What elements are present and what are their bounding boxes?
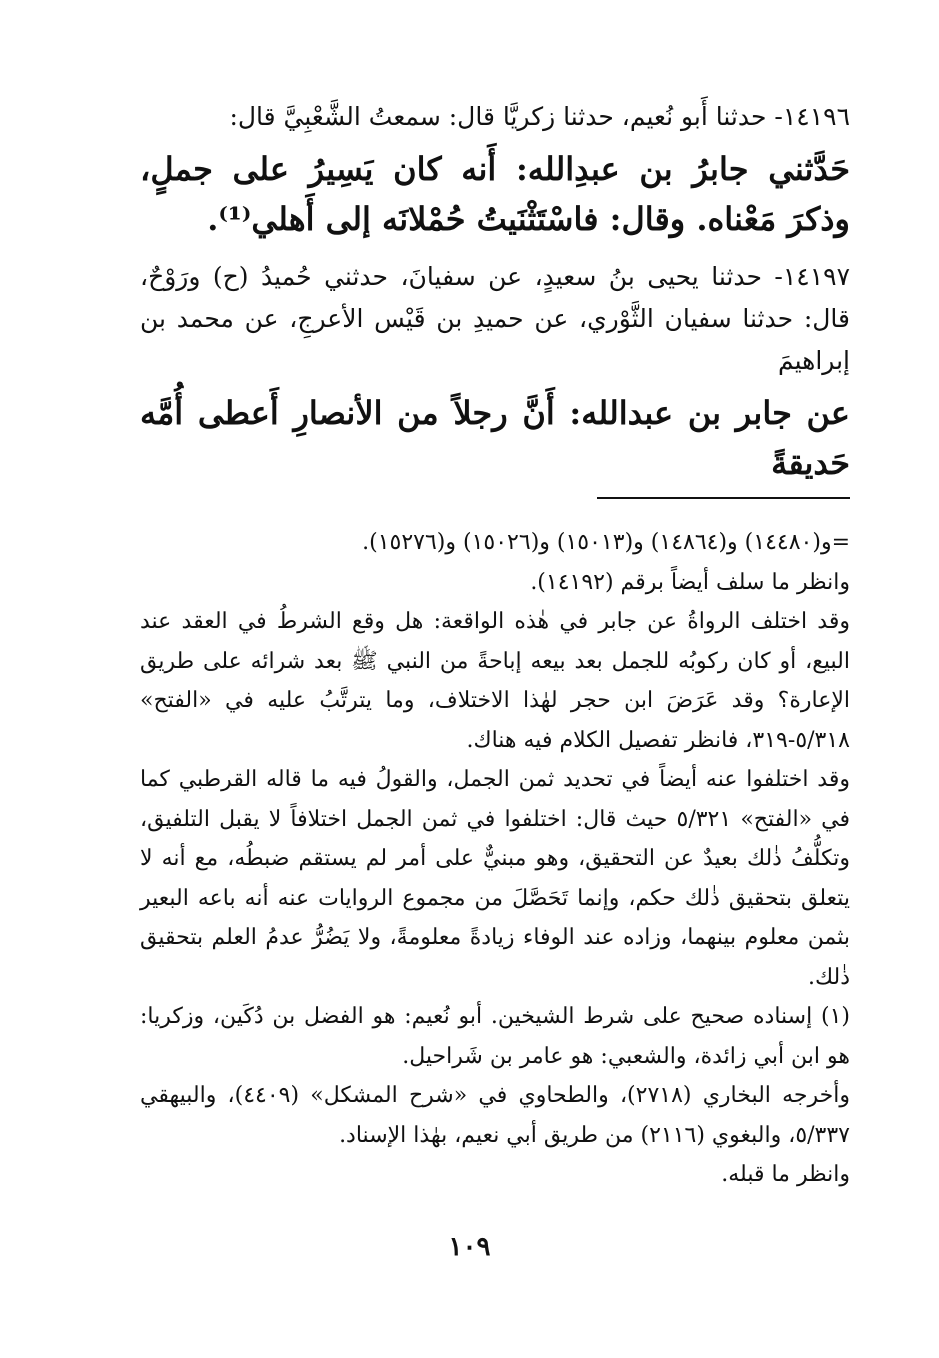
footnote-separator xyxy=(597,497,850,499)
footnotes-block xyxy=(140,523,850,1195)
hadith-14197-isnad: ١٤١٩٧- حدثنا يحيى بنُ سعيدٍ، عن سفيانَ، حدثني حُميدُ (ح) ورَوْحٌ، قال: حدثنا سفيان الثَّوْري، عن حميدِ بن قَيْس الأعرجِ، عن محمد بن إبراهيمَ xyxy=(140,262,850,375)
hadith-text-block xyxy=(140,96,850,500)
footnote-takhrij: وأخرجه البخاري (٢٧١٨)، والطحاوي في «شرح المشكل» (٤٤٠٩)، والبيهقي ٥/٣٣٧، والبغوي (٢١١٦) من طريق أبي نعيم، بهٰذا الإسناد. xyxy=(140,1083,851,1148)
hadith-14197-matn: عن جابر بن عبدالله: أَنَّ رجلاً من الأنصارِ أَعطى أُمَّه حَديقةً xyxy=(140,394,850,482)
footnote-see-before: وانظر ما قبله. xyxy=(721,1162,850,1187)
footnote-1: (١) إسناده صحيح على شرط الشيخين. أبو نُعيم: هو الفضل بن دُكَين، وزكريا: هو ابن أبي زائدة، والشعبي: هو عامر بن شَراحيل. xyxy=(140,1004,850,1069)
hadith-14196-isnad: ١٤١٩٦- حدثنا أَبو نُعيم، حدثنا زكريَّا قال: سمعتُ الشَّعْبِيَّ قال: xyxy=(229,102,850,131)
footnote-paragraph: وقد اختلفوا عنه أيضاً في تحديد ثمن الجمل، والقولُ فيه ما قاله القرطبي كما في «الفتح» ٥/٣٢١ حيث قال: اختلفوا في ثمن الجمل اختلافاً لا يقبل التلفيق، وتكلُّفُ ذٰلك بعيدٌ عن التحقيق، وهو مبنيٌّ على أمر لم يستقم ضبطُه، مع أنه لا يتعلق بتحقيق ذٰلك حكم، وإنما تَحَصَّلَ من مجموع الروايات عنه أنه باعه البعير بثمن معلوم بينهما، وزاده عند الوفاء زيادةً معلومةً، ولا يَضُرُّ عدمُ العلم بتحقيق ذٰلك. xyxy=(140,767,851,990)
footnote-paragraph: وقد اختلف الرواةُ عن جابر في هٰذه الواقعة: هل وقع الشرطُ في العقد عند البيع، أو كان ركوبُه للجمل بعد بيعه إباحةً من النبي ﷺ بعد شرائه على طريق الإعارة؟ وقد عَرَضَ ابن حجر لهٰذا الاختلاف، وما يترتَّبُ عليه في «الفتح» ٥/٣١٨-٣١٩، فانظر تفصيل الكلام فيه هناك. xyxy=(140,609,850,753)
hadith-14196-matn: حَدَّثني جابرُ بن عبدِالله: أَنه كان يَسِيرُ على جملٍ، وذكرَ مَعْناه. وقال: فاسْتَثْنَيتُ حُمْلانَه إلى أَهلي⁽¹⁾. xyxy=(140,150,850,238)
page-number: ١٠٩ xyxy=(448,1232,491,1262)
footnote-continuation: =و(١٤٤٨٠) و(١٤٨٦٤) و(١٥٠١٣) و(١٥٠٢٦) و(١٥٢٧٦). xyxy=(362,530,850,555)
footnote-see-also: وانظر ما سلف أيضاً برقم (١٤١٩٢). xyxy=(530,569,850,595)
